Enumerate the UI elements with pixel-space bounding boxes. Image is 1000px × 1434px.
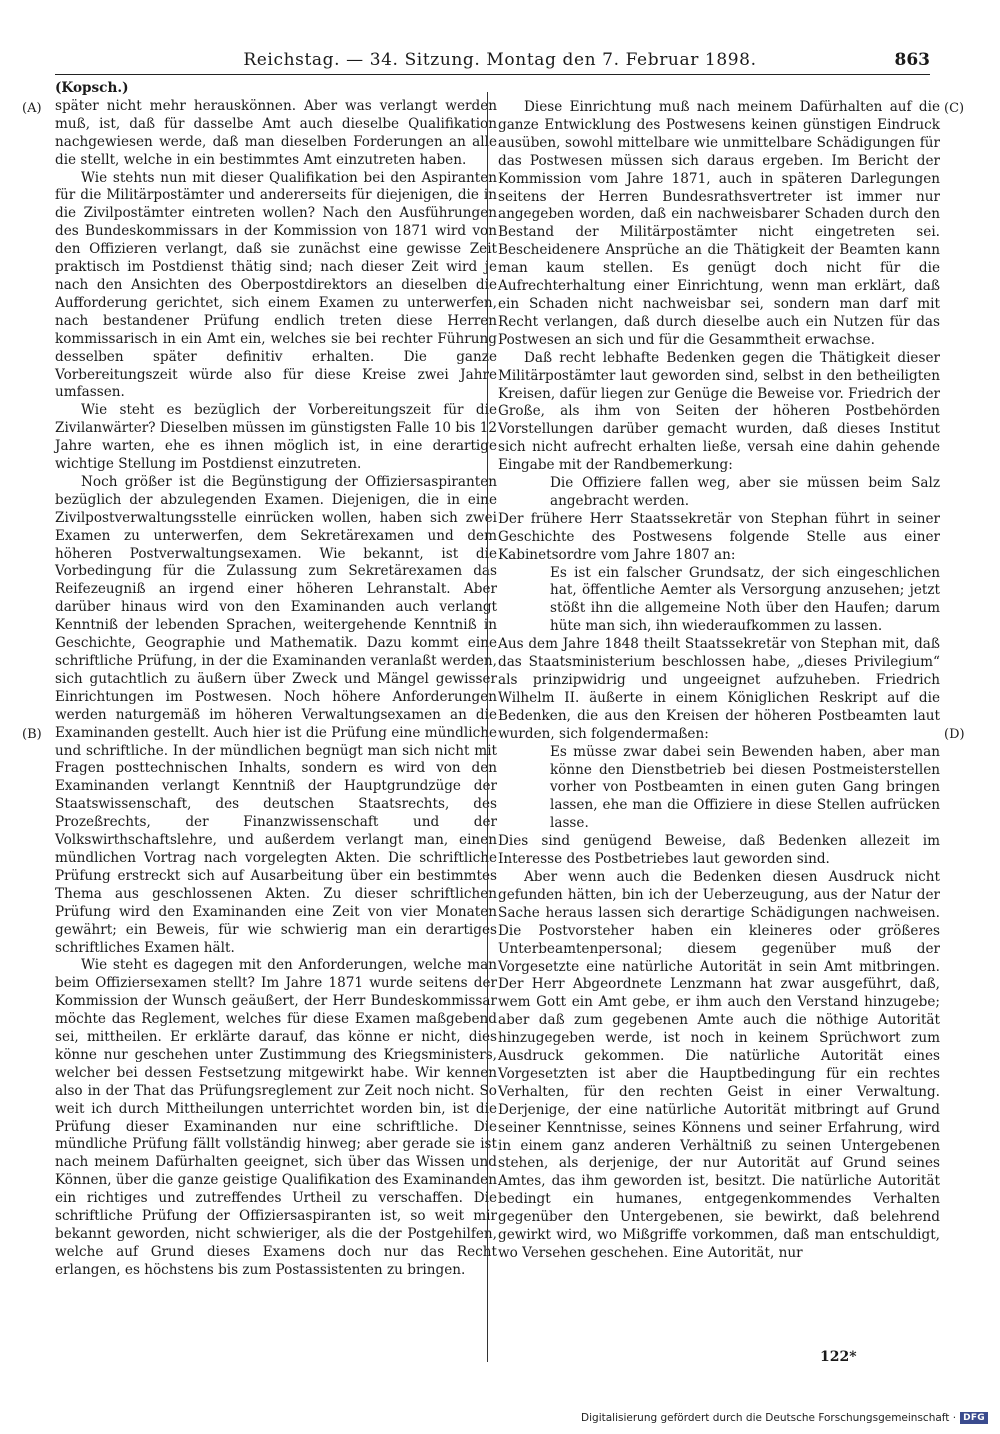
- block-quote: Die Offiziere fallen weg, aber sie müssen beim Salz angebracht werden.: [550, 475, 940, 509]
- dfg-logo: DFG: [960, 1412, 988, 1424]
- paragraph: Der frühere Herr Staatssekretär von Stephan führt in seiner Geschichte des Postwesens folgende Stelle aus einer Kabinetsordre vom Jahre 1807 an:: [498, 510, 940, 563]
- paragraph: Daß recht lebhafte Bedenken gegen die Thätigkeit dieser Militärpostämter laut geworden sind, selbst in den betheiligten Kreisen, dafür liegen zur Genüge die Beweise vor. Friedrich der Große, als ihm von Seiten der höheren Postbehörden Vorstellungen darüber gemacht wurden, daß dieses Institut sich nicht aufrecht erhalten ließe, versah eine dahin gehende Eingabe mit der Randbemerkung:: [498, 349, 940, 474]
- paragraph: Aus dem Jahre 1848 theilt Staatssekretär von Stephan mit, daß das Staatsministerium beschlossen habe, „dieses Privilegium“ als prinzipwidrig und ungeeignet aufzuheben. Friedrich Wilhelm II. äußerte in einem Königlichen Reskript auf die Bedenken, die aus den Kreisen der höheren Postbeamten laut wurden, sich folgendermaßen:: [498, 636, 940, 742]
- right-column: [498, 80, 940, 1263]
- block-quote: Es ist ein falscher Grundsatz, der sich eingeschlichen hat, öffentliche Aemter als Versorgung anzusehen; jetzt stößt ihn die allgemeine Noth über den Haufen; darum hüte man sich, ihn wiederaufkommen zu lassen.: [550, 564, 940, 635]
- running-header: [0, 50, 1000, 78]
- column-divider: [487, 92, 488, 1362]
- footer-credit: [581, 1412, 988, 1424]
- signature-mark: 122*: [820, 1349, 857, 1365]
- margin-marker-d: (D): [944, 727, 965, 742]
- paragraph: Wie steht es dagegen mit den Anforderungen, welche man beim Offiziersexamen stellt? Im Jahre 1871 wurde seitens der Kommission der Wunsch geäußert, der Herr Bundeskommissar möchte das Reglement, welches für diese Examen maßgebend sei, mittheilen. Er erklärte darauf, das könne er nicht, dies könne nur geschehen unter Zustimmung des Kriegsministers, welcher bei dessen Festsetzung mitgewirkt habe. Wir kennen also in der That das Prüfungsreglement zur Zeit noch nicht. So weit ich durch Mittheilungen unterrichtet worden bin, ist die Prüfung dieser Examinanden nur eine schriftliche. Die mündliche Prüfung fällt vollständig hinweg; aber gerade sie ist nach meinem Dafürhalten geeignet, sich über das Wissen und Können, über die ganze geistige Qualifikation des Examinanden ein richtiges und zutreffendes Urtheil zu verschaffen. Die schriftliche Prüfung der Offiziersaspiranten ist, so weit mir bekannt geworden, nicht schwieriger, als die der Postgehilfen, welche auf Grund dieses Examens doch nur das Recht erlangen, es höchstens bis zum Postassistenten zu bringen.: [55, 957, 497, 1278]
- paragraph: Noch größer ist die Begünstigung der Offiziersaspiranten bezüglich der abzulegenden Examen. Diejenigen, die in eine Zivilpostverwaltungsstelle einrücken wollen, haben sich zwei Examen zu unterwerfen, dem Sekretärexamen und dem höheren Postverwaltungsexamen. Wie bekannt, ist die Vorbedingung für die Zulassung zum Sekretärexamen das Reifezeugniß an irgend einer höheren Lehranstalt. Aber darüber hinaus wird von den Examinanden auch verlangt Kenntniß der lebenden Sprachen, weitergehende Kenntniß in Geschichte, Geographie und Mathematik. Dazu kommt eine schriftliche Prüfung, in der die Examinanden veranlaßt werden, sich gutachtlich zu äußern über Zweck und Mängel gewisser Einrichtungen im Postwesen. Noch höhere Anforderungen werden naturgemäß im höheren Verwaltungsexamen an die Examinanden gestellt. Auch hier ist die Prüfung eine mündliche und schriftliche. In der mündlichen begnügt man sich nicht mit Fragen posttechnischen Inhalts, sondern es wird von den Examinanden verlangt Kenntniß der Hauptgrundzüge der Staatswissenschaft, des deutschen Staatsrechts, des Prozeßrechts, der Finanzwissenschaft und der Volkswirthschaftslehre, und außerdem verlangt man, einen mündlichen Vortrag nach vorgelegten Akten. Die schriftliche Prüfung erstreckt sich auf Ausarbeitung über ein bestimmtes Thema aus geschlossenen Akten. Zu dieser schriftlichen Prüfung wird den Examinanden eine Zeit von vier Monaten gewährt; ein Beweis, für wie schwierig man ein derartiges schriftliches Examen hält.: [55, 473, 497, 956]
- paragraph: Dies sind genügend Beweise, daß Bedenken allezeit im Interesse des Postbetriebes laut geworden sind.: [498, 833, 940, 868]
- header-title: Reichstag. — 34. Sitzung. Montag den 7. Februar 1898.: [243, 50, 757, 70]
- paragraph: Aber wenn auch die Bedenken diesen Ausdruck nicht gefunden hätten, bin ich der Ueberzeugung, aus der Natur der Sache heraus lassen sich derartige Schädigungen nachweisen. Die Postvorsteher haben ein kleineres oder größeres Unterbeamtenpersonal; diesem gegenüber muß der Vorgesetzte eine natürliche Autorität in sein Amt mitbringen. Der Herr Abgeordnete Lenzmann hat zwar ausgeführt, daß, wem Gott ein Amt gebe, er ihm auch den Verstand hinzugebe; aber daß zum gegebenen Amte auch die nöthige Autorität hinzugegeben werde, ist noch in keinem Sprüchwort zum Ausdruck gekommen. Die natürliche Autorität eines Vorgesetzten ist aber die Hauptbedingung für ein rechtes Verhalten, für den rechten Geist in einer Verwaltung. Derjenige, der eine natürliche Autorität mitbringt auf Grund seiner Kenntnisse, seines Könnens und seiner Erfahrung, wird in einem ganz anderen Verhältniß zu seinen Untergebenen stehen, als derjenige, der nur Autorität auf Grund seines Amtes, das ihm geworden ist, besitzt. Die natürliche Autorität bedingt ein humanes, entgegenkommendes Verhalten gegenüber den Untergebenen, sie bewirkt, daß belehrend gewirkt wird, wo Mißgriffe vorkommen, daß man entschuldigt, wo Versehen geschehen. Eine Autorität, nur: [498, 868, 940, 1261]
- margin-marker-b: (B): [22, 727, 42, 742]
- margin-marker-c: (C): [944, 101, 965, 116]
- left-column: [55, 80, 497, 1280]
- paragraph: später nicht mehr herauskönnen. Aber was verlangt werden muß, ist, daß für dasselbe Amt auch dieselbe Qualifikation nachgewiesen werde, daß man dieselben Forderungen an alle die stellt, welche in ein bestimmtes Amt einzutreten haben.: [55, 97, 497, 168]
- header-rule: [55, 74, 930, 75]
- block-quote: Es müsse zwar dabei sein Bewenden haben, aber man könne den Dienstbetrieb bei diesen Postmeisterstellen vorher von Postbeamten in einen guten Gang bringen lassen, ehe man die Offiziere in diese Stellen aufrücken lasse.: [550, 743, 940, 832]
- footer-text: Digitalisierung gefördert durch die Deutsche Forschungsgemeinschaft ·: [581, 1412, 957, 1424]
- paragraph: Wie stehts nun mit dieser Qualifikation bei den Aspiranten für die Militärpostämter und andererseits für diejenigen, die in die Zivilpostämter eintreten wollen? Nach den Ausführungen des Bundeskommissars in der Kommission von 1871 wird von den Offizieren verlangt, daß sie zunächst eine gewisse Zeit praktisch im Postdienst thätig sind; nach dieser Zeit wird je nach den Ansichten des Oberpostdirektors an dieselben die Aufforderung gerichtet, sich einem Examen zu unterwerfen, nach bestandener Prüfung endlich treten diese Herren kommissarisch in ein Amt ein, welches sie bei rechter Führung desselben später definitiv erhalten. Die ganze Vorbereitungszeit würde also für diese Kreise zwei Jahre umfassen.: [55, 169, 497, 401]
- margin-marker-a: (A): [22, 101, 42, 116]
- speaker-label: (Kopsch.): [55, 80, 129, 96]
- page-number: 863: [894, 50, 930, 70]
- paragraph: Diese Einrichtung muß nach meinem Dafürhalten auf die ganze Entwicklung des Postwesens keinen günstigen Eindruck ausüben, sowohl mittelbare wie unmittelbare Schädigungen für das Postwesen müssen sich daraus ergeben. Im Bericht der Kommission vom Jahre 1871, auch in späteren Darlegungen seitens der Herren Bundesrathsvertreter ist immer nur angegeben worden, daß ein nachweisbarer Schaden durch den Bestand der Militärpostämter nicht eingetreten sei. Bescheidenere Ansprüche an die Thätigkeit der Beamten kann man kaum stellen. Es genügt doch nicht für die Aufrechterhaltung einer Einrichtung, wenn man erklärt, daß ein Schaden nicht nachweisbar sei, sondern man darf mit Recht verlangen, daß durch dieselbe auch ein Nutzen für das Postwesen an sich und für die Gesammtheit erwachse.: [498, 99, 940, 348]
- paragraph: Wie steht es bezüglich der Vorbereitungszeit für die Zivilanwärter? Dieselben müssen im günstigsten Falle 10 bis 12 Jahre warten, ehe es ihnen möglich ist, in eine derartige wichtige Stellung im Postdienst einzutreten.: [55, 402, 497, 473]
